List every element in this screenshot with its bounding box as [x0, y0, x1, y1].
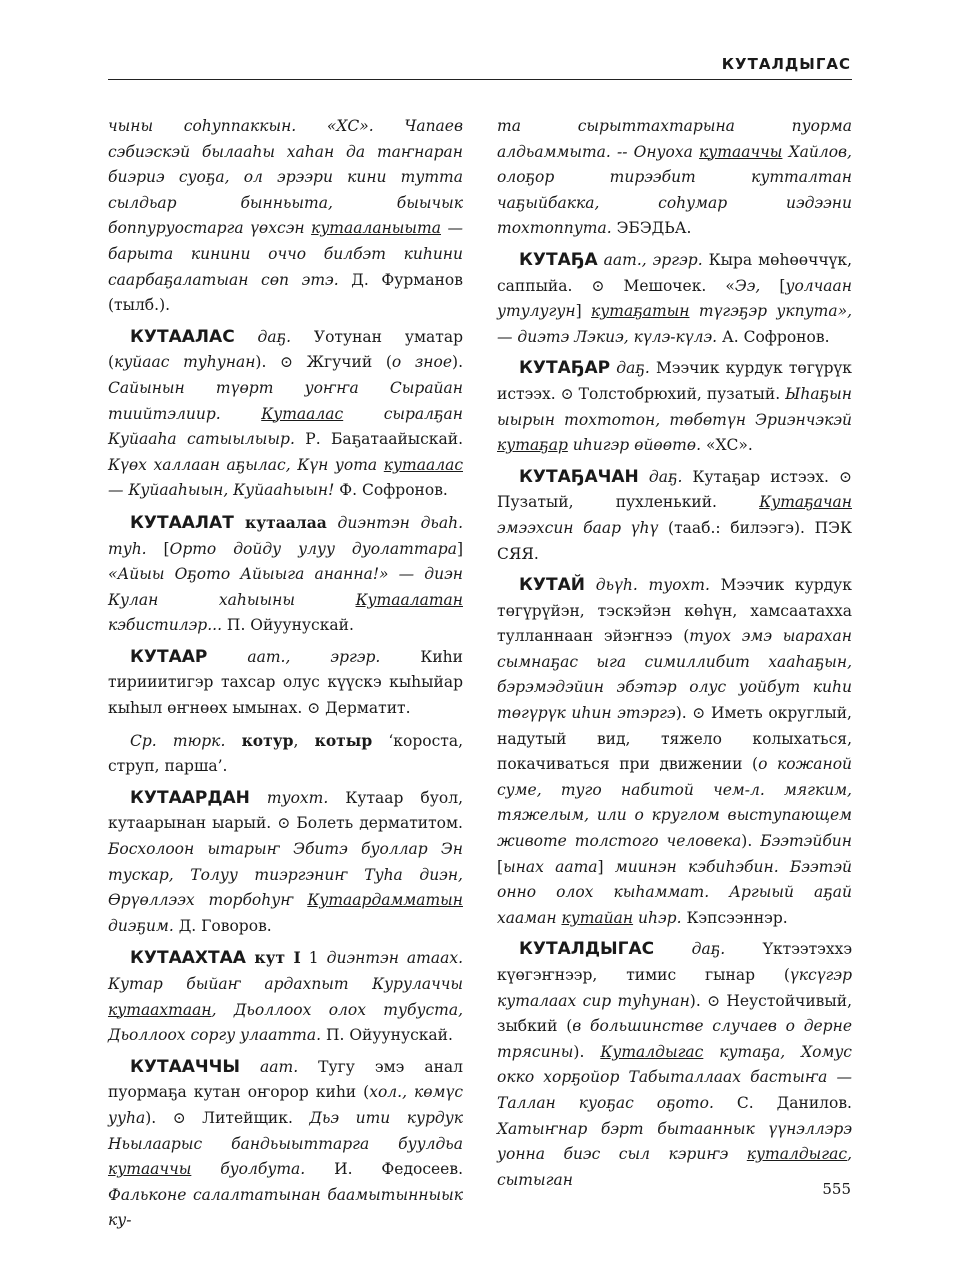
text-run: [ — [779, 276, 786, 295]
text-run: котыр — [314, 730, 373, 750]
text-run: [ — [163, 539, 170, 558]
text-run: миинэн кэбиһэбин. Бээтэй онно олох кыһаммат. Аргыый аҕай хааман — [497, 857, 852, 927]
text-run: ). — [741, 832, 761, 851]
headword: КУТАЙ — [519, 575, 585, 596]
text-run: Ср. тюрк. — [130, 731, 242, 750]
text-run: кутааччы — [699, 142, 783, 161]
text-run: иһигэр өйөөтө. — [567, 436, 706, 455]
text-run: П. Ойуунускай. — [226, 616, 354, 635]
text-run: даҕ. — [610, 359, 656, 378]
text-run: туохт. — [249, 788, 346, 807]
headword: КУТАҔА — [519, 249, 598, 270]
text-run: Хайлов, олоҕор тирээбит кутталтан чаҕыйбакка, соһумар иэдээни тохтоппута. — [497, 142, 852, 238]
text-run: , Дьоллоох олох тубуста, Дьоллоох соргу улаатта. — [108, 1000, 463, 1045]
text-run: 1 — [300, 949, 327, 968]
text-run: аат., эргэр. — [207, 647, 421, 666]
text-run: даҕ. — [638, 467, 693, 486]
text-run: Күөх халлаан аҕылас, Күн уота — [108, 455, 384, 474]
text-run: ). ⊙ Литейщик. — [145, 1108, 310, 1127]
text-run: ынах аата — [503, 857, 598, 876]
headword: КУТААХТАА — [130, 948, 246, 969]
entry-continuation — [497, 114, 852, 242]
entry-kutaardan — [108, 786, 463, 940]
text-run: кутаҕар — [497, 436, 568, 455]
text-run: Д. Говоров. — [178, 916, 272, 935]
text-run: «Айыы Оҕото Айыыга ананна!» — диэн Кулан хаһыыны — [108, 565, 463, 609]
text-run: ). — [452, 353, 463, 372]
text-run: в большинстве случаев о дерне трясины — [497, 1017, 852, 1061]
text-run: кутайан — [561, 908, 634, 927]
text-run: куталдыгас — [746, 1145, 848, 1164]
text-run: ] — [597, 857, 615, 876]
text-run: кутааччы — [108, 1160, 192, 1179]
text-run: Хатыҥнар бэрт бытааннык үүнэллэрэ уонна биэс сыл кэриҥэ — [497, 1119, 852, 1164]
text-run: Үктээтэххэ күөгэҥнээр, тимис гынар ( — [497, 940, 852, 984]
text-run: Кэпсээннэр. — [686, 908, 788, 927]
text-run: ). ⊙ Неустойчивый, зыбкий ( — [497, 991, 852, 1036]
headword: КУТАЛДЫГАС — [519, 939, 655, 960]
text-run: аат. — [240, 1057, 319, 1076]
entry-kutaldygas — [497, 937, 852, 1193]
headword: КУТААЧЧЫ — [130, 1056, 241, 1077]
text-run: Кутаалатан — [355, 590, 463, 609]
text-run: П. Ойуунускай. — [325, 1026, 453, 1045]
text-run: диэҕим. — [108, 916, 179, 935]
text-run: сыралҕан Куйааһа сатыылыыр. — [108, 404, 463, 449]
text-run: «ХС». — [705, 436, 753, 455]
text-run: котур — [241, 730, 294, 750]
page-number: 555 — [822, 1180, 851, 1198]
entry-kutaalas — [108, 325, 463, 504]
text-run: ] — [575, 302, 592, 321]
text-run: кутаалас — [383, 455, 463, 474]
text-run: ). — [573, 1042, 601, 1061]
text-run: Киһи тирииитигэр тахсар олус күүскэ кыһыйар кыһыл өҥнөөх ымынах. ⊙ Дерматит. — [108, 647, 463, 718]
text-run: — Куйааһыын, Куйааһыын! — [108, 481, 340, 500]
text-run: кут I — [245, 948, 301, 968]
text-run: эмээхсин баар үһү — [497, 518, 669, 537]
text-run: [ — [497, 857, 504, 876]
text-run: , — [293, 731, 315, 750]
text-run: буолбута. — [191, 1160, 335, 1179]
text-run: кутаҕатын — [591, 302, 690, 321]
headword: КУТААЛАС — [130, 326, 235, 347]
text-run: ). ⊙ Жгучий ( — [255, 353, 392, 372]
text-run: Кутаалас — [261, 404, 344, 423]
entry-kutaghachan — [497, 465, 852, 567]
text-run: (тааб.: билээгэ). ПЭК СЯЯ. — [497, 518, 852, 563]
text-run: куйаас туһунан — [114, 353, 256, 372]
text-run: Р. Баҕатаайыскай. — [305, 430, 463, 449]
headword: КУТААРДАН — [130, 787, 250, 808]
headword: КУТАҔАР — [519, 358, 611, 379]
text-run: кутаҕа, Хомус окко хорҕойор Табыталлаах бастыҥа — Таллан куоҕас оҕото. — [497, 1042, 852, 1112]
text-run: Фальконе салалтатынан баамытынныык ку- — [108, 1185, 463, 1230]
text-run: диэнтэн дьаһ. туһ. — [108, 513, 463, 558]
text-run: Д. Фурманов (тылб.). — [108, 270, 463, 315]
text-run: Бээтэйбин — [760, 832, 852, 851]
text-run: чыны соһуппаккын. «ХС». Чапаев сэбиэскэй былааһы хаһан да таҥнаран биэриэ суоҕа, ол эрээри кини тутта сылдьар бынньыта, быычык боппуруостарга үөхсэн — [108, 117, 463, 238]
text-run: Тугу эмэ анал пуормаҕа кутан оҥорор киһи ( — [108, 1057, 463, 1102]
text-run: С. Данилов. — [736, 1093, 852, 1112]
text-run: А. Софронов. — [722, 327, 830, 346]
text-run: даҕ. — [234, 327, 314, 346]
text-run: Босхолоон ытарыҥ Эбитэ буоллар Эн тускар, Толуу тиэргэниҥ Туһа диэн, Өрүөллээх торбоһуҥ — [108, 840, 463, 910]
text-run: түгэҕэр укпута», — диэтэ Лэкиэ, күлэ-күлэ. — [497, 302, 852, 346]
entry-kutaachchy — [108, 1055, 463, 1234]
text-run: иһэр. — [633, 908, 687, 927]
text-run: ‘короста, струп, парша’. — [108, 731, 463, 776]
text-run: кутааланыыта — [311, 219, 441, 238]
text-run: диэнтэн атаах. Кутар быйаҥ ардахпыт Курулаччы — [108, 949, 463, 993]
entry-kutaakhtaa — [108, 945, 463, 1048]
entry-kutaghar — [497, 356, 852, 458]
text-run: Ф. Софронов. — [339, 481, 448, 500]
text-run: ). ⊙ Иметь округлый, надутый вид, тяжело колыхаться, покачиваться при движении ( — [497, 704, 852, 774]
text-run: Мээчик курдук төгүрүк истээх. ⊙ Толстобрюхий, пузатый. — [497, 359, 852, 403]
text-run: ЭБЭДЬА. — [616, 219, 692, 238]
text-run: о зное — [391, 353, 453, 372]
text-run: даҕ. — [654, 940, 763, 959]
text-run: та сырыттахтарына пуорма алдьаммыта. -- Онуоха — [497, 117, 852, 161]
text-run: дьүһ. туохт. — [584, 576, 721, 595]
text-run: Ээ, — [734, 276, 780, 295]
text-run: ] — [456, 539, 463, 558]
text-run: Кутаҕачан — [759, 493, 852, 512]
text-run: Орто дойду улуу дуолаттара — [169, 539, 457, 558]
text-run: уолчаан утулугун — [497, 276, 852, 321]
text-run: аат., эргэр. — [597, 250, 709, 269]
text-run: кутаалаа — [233, 512, 327, 532]
text-run: хол., көмүс ууһа — [108, 1083, 464, 1127]
right-column — [497, 114, 852, 1199]
text-run: Кутаар буол, кутаарынан ыарый. ⊙ Болеть дерматитом. — [108, 788, 463, 833]
entry-kutaalat — [108, 510, 463, 639]
text-run: Мээчик курдук төгүрүйэн, тэскэйэн көһүн, хамсаатахха тулланнаан эйэҥнээ ( — [497, 576, 852, 646]
headword: КУТАҔАЧАН — [519, 466, 639, 487]
text-run: И. Федосеев. — [334, 1160, 463, 1179]
text-run: — барыта кинини оччо билбэт киһини саарбаҕалатыан сөп этэ. — [108, 219, 463, 289]
entry-kutai — [497, 573, 852, 931]
entry-kutagha — [497, 248, 852, 350]
entry-kutaar-etymology — [108, 728, 463, 780]
text-run: о кожаной суме, туго набитой чем-л. мягким, тяжелым, или о круглом выступающем животе толстого человека — [497, 755, 853, 851]
headword: КУТААЛАТ — [130, 512, 234, 533]
text-run: кэбистилэр... — [108, 616, 227, 635]
text-run: туох эмэ ыарахан сымнаҕас ыга симиллибит хааһаҕын, бэрэмэдэйин эбэтэр олус уойбут киһи төгүрүк иһин этэргэ — [497, 627, 852, 723]
left-column — [108, 114, 463, 1240]
entry-continuation — [108, 114, 463, 319]
header-rule — [108, 79, 852, 80]
text-run: Кутаардамматын — [307, 891, 463, 910]
text-run: Кыра мөһөөччүк, саппыйа. ⊙ Мешочек. « — [497, 250, 853, 295]
entry-kutaar — [108, 645, 463, 722]
text-run: Кутаҕар истээх. ⊙ Пузатый, пухленький. — [497, 467, 852, 512]
text-run: кутаахтаан — [108, 1000, 212, 1019]
text-run: Ыһаҕын ыырын тохтотон, төбөтүн Эриэнчэкэй — [497, 384, 852, 429]
text-run: Куталдыгас — [600, 1042, 704, 1061]
text-run: , сытыган — [497, 1145, 852, 1189]
text-run: үксүгэр куталаах сир туһунан — [497, 966, 852, 1010]
text-run: Дьэ ити курдук Ньылаарыс бандьыыттарга буулдьа — [108, 1108, 463, 1153]
headword: КУТААР — [130, 646, 208, 667]
text-run: Сайынын түөрт уоҥҥа Сырайан тиийтэлиир. — [108, 378, 463, 423]
running-header: КУТАЛДЫГАС — [721, 55, 851, 73]
text-run: Уотунан уматар ( — [108, 327, 464, 372]
